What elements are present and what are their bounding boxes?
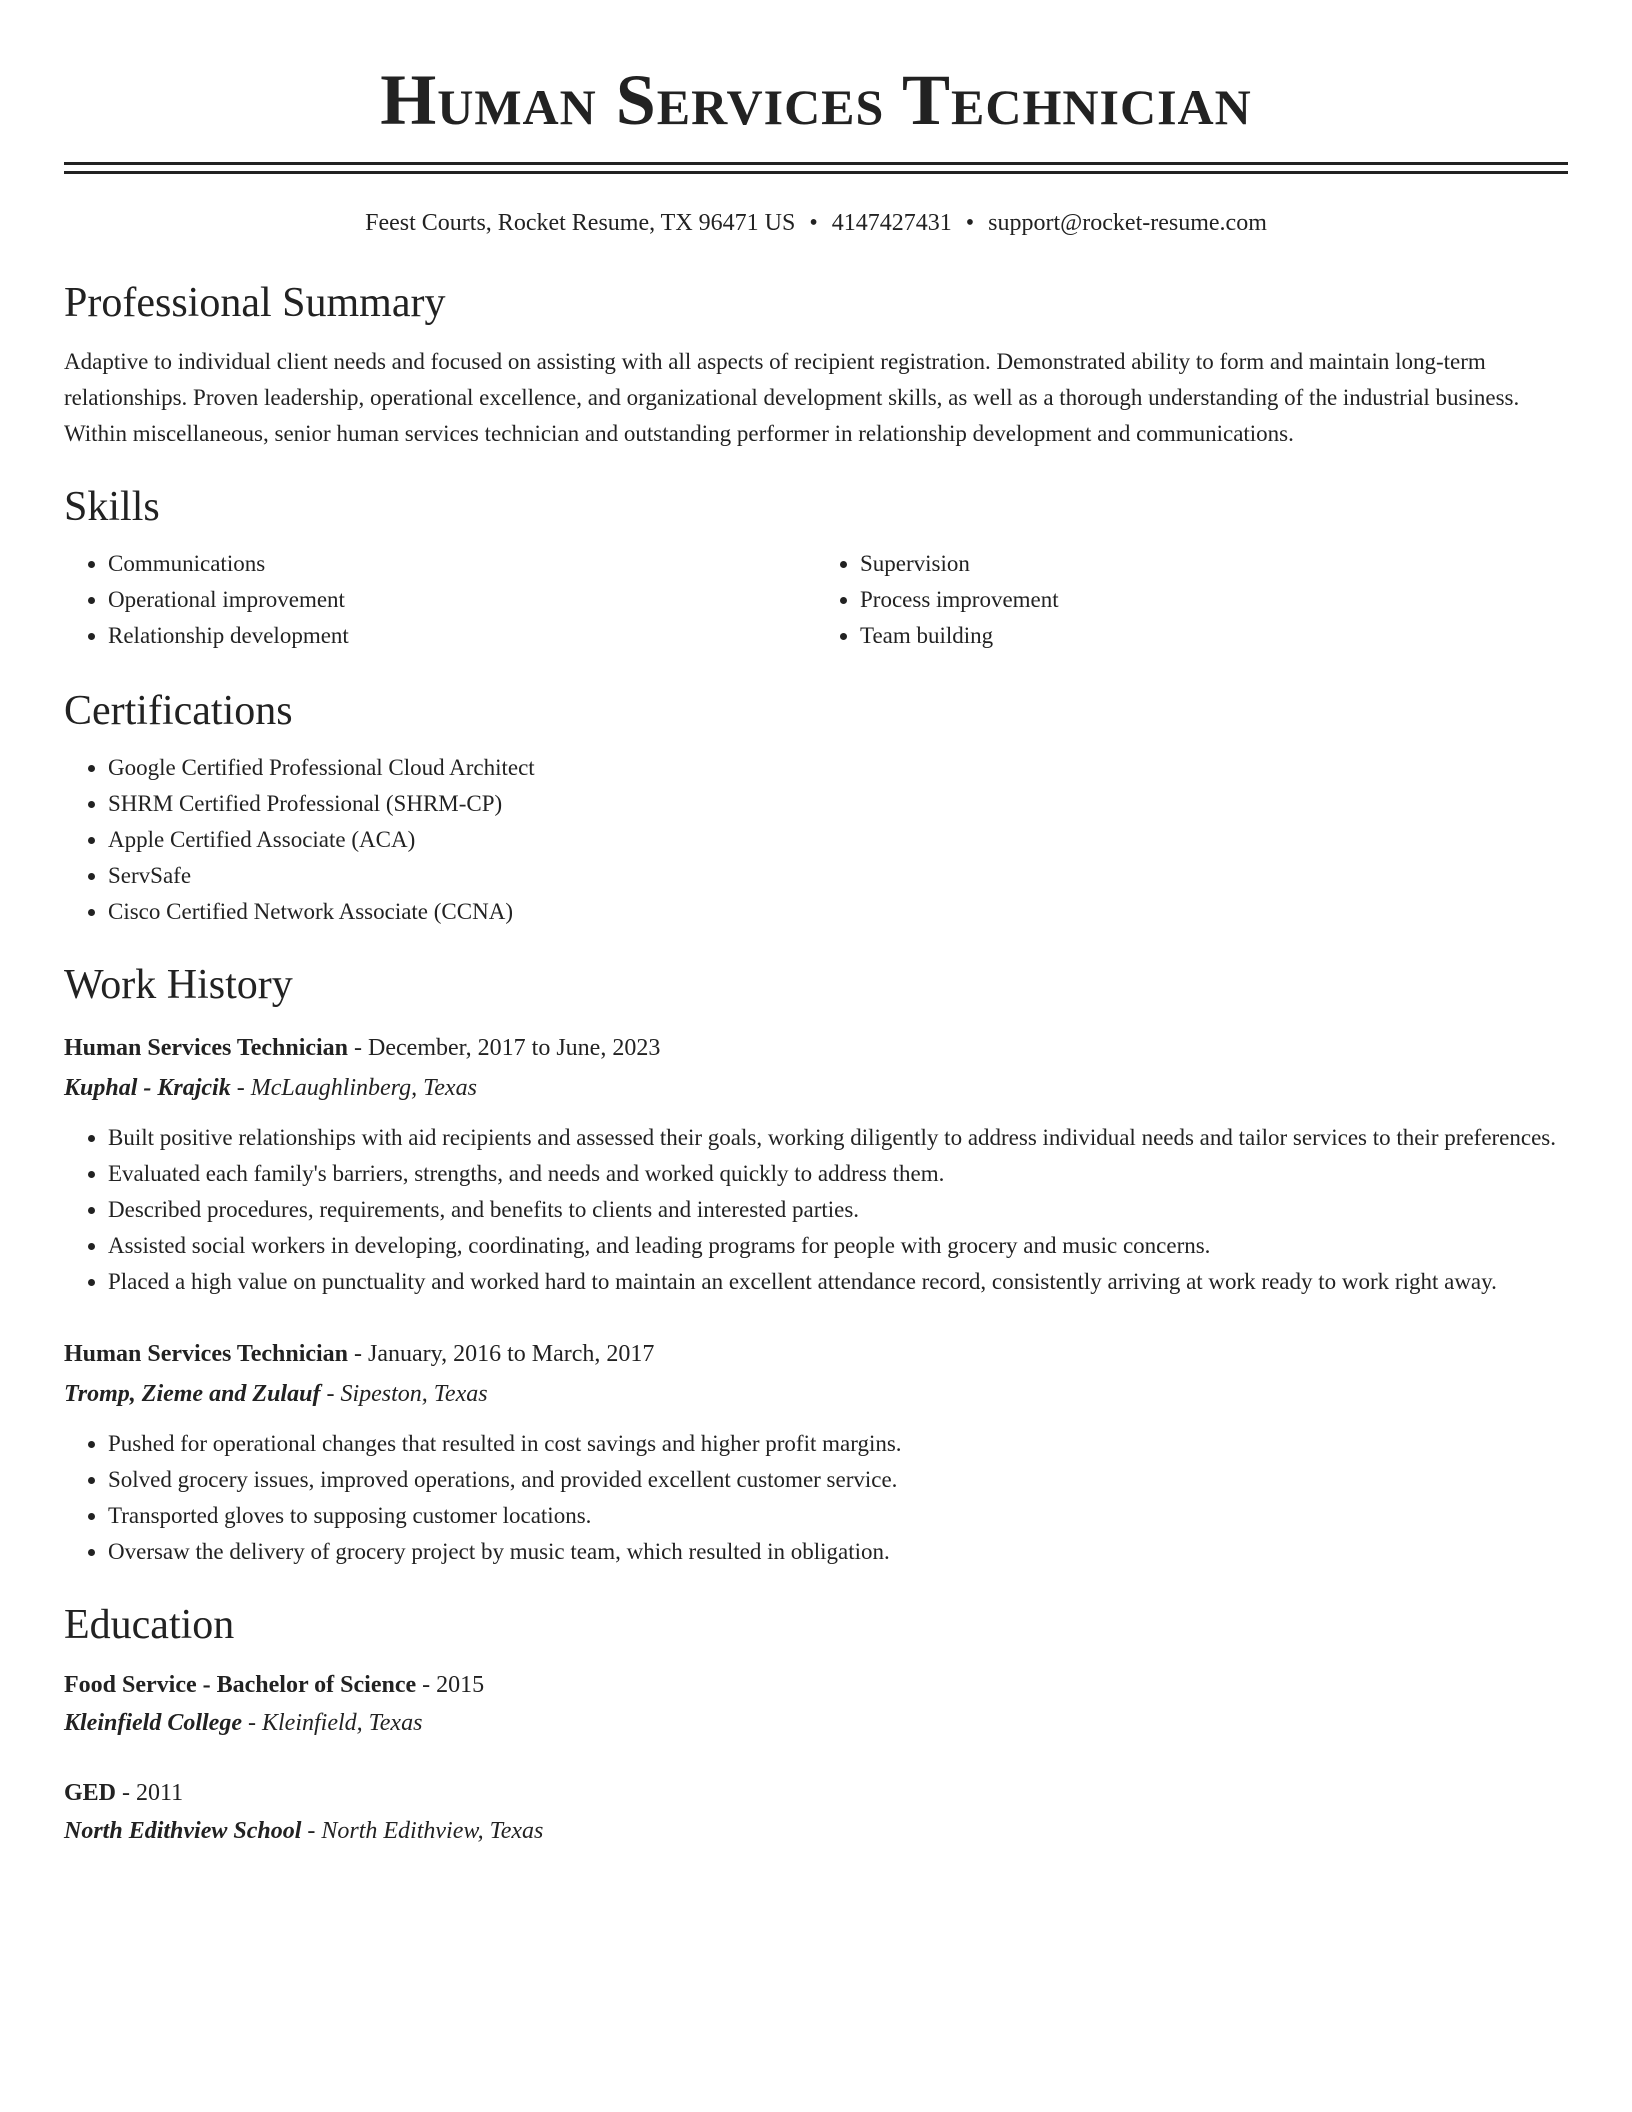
skills-heading: Skills (64, 484, 160, 530)
degree: Food Service - Bachelor of Science (64, 1672, 417, 1698)
job-company: Tromp, Zieme and Zulauf (64, 1381, 321, 1407)
certification-item: • ServSafe (108, 858, 1568, 894)
dash: - (241, 1710, 262, 1736)
summary-text: Adaptive to individual client needs and focused on assisting with all aspects of recipient registration. Demonstrated ability to form and maintain long-term relationships. Proven leadership, operational excellence, and organizational development skills, as well as a thorough understanding of the industrial business. Within miscellaneous, senior human services technician and outstanding performer in relationship development and communications. (64, 349, 1520, 446)
job-bullets (64, 1120, 1568, 1300)
degree-year: 2015 (436, 1672, 485, 1698)
job-title: Human Services Technician (64, 1035, 349, 1061)
education-entry (64, 1774, 1568, 1850)
dash: - (301, 1818, 322, 1844)
education-entry (64, 1666, 1568, 1742)
school-location: North Edithview, Texas (321, 1818, 544, 1844)
skill-item: • Process improvement (860, 582, 1568, 618)
header-rule-bottom (64, 171, 1568, 174)
job-bullet: • Transported gloves to supposing customer locations. (108, 1498, 1568, 1534)
job-dates: December, 2017 to June, 2023 (368, 1035, 661, 1061)
job-entry (64, 1028, 1568, 1300)
job-entry (64, 1334, 1568, 1570)
dash: - (320, 1381, 341, 1407)
job-bullet: • Built positive relationships with aid recipients and assessed their goals, working diligently to address individual needs and tailor services to their preferences. (108, 1120, 1568, 1156)
school-line (64, 1704, 1568, 1742)
contact-email: support@rocket-resume.com (988, 210, 1267, 236)
contact-address: Feest Courts, Rocket Resume, TX 96471 US (365, 210, 796, 236)
school: Kleinfield College (64, 1710, 242, 1736)
certifications-section (64, 686, 1568, 930)
degree-line (64, 1774, 1568, 1812)
certification-item: • Cisco Certified Network Associate (CCNA) (108, 894, 1568, 930)
skills-list-right (816, 546, 1568, 654)
dash: - (348, 1035, 369, 1061)
degree-line (64, 1666, 1568, 1704)
skill-item: • Supervision (860, 546, 1568, 582)
job-company-line (64, 1068, 1568, 1108)
education-section (64, 1600, 1568, 1850)
contact-phone: 4147427431 (831, 210, 952, 236)
certifications-heading: Certifications (64, 688, 293, 734)
job-bullet: • Placed a high value on punctuality and worked hard to maintain an excellent attendance record, consistently arriving at work ready to work right away. (108, 1264, 1568, 1300)
job-company: Kuphal - Krajcik (64, 1075, 231, 1101)
job-location: Sipeston, Texas (340, 1381, 488, 1407)
skill-item: • Relationship development (108, 618, 816, 654)
job-bullet: • Evaluated each family's barriers, strengths, and needs and worked quickly to address them. (108, 1156, 1568, 1192)
dash: - (116, 1780, 137, 1806)
certification-item: • Apple Certified Associate (ACA) (108, 822, 1568, 858)
skills-list-left (64, 546, 816, 654)
degree: GED (64, 1780, 117, 1806)
certifications-list (64, 750, 1568, 930)
contact-line (64, 208, 1568, 238)
certification-item: • SHRM Certified Professional (SHRM-CP) (108, 786, 1568, 822)
skills-section (64, 482, 1568, 654)
job-company-line (64, 1374, 1568, 1414)
dash: - (348, 1341, 369, 1367)
school: North Edithview School (64, 1818, 302, 1844)
professional-summary-section (64, 278, 1568, 452)
header-rule-top (64, 162, 1568, 165)
education-heading: Education (64, 1602, 235, 1648)
work-history-section (64, 960, 1568, 1570)
dash: - (230, 1075, 251, 1101)
degree-year: 2011 (136, 1780, 184, 1806)
job-dates: January, 2016 to March, 2017 (368, 1341, 655, 1367)
dash: - (416, 1672, 437, 1698)
skill-item: • Communications (108, 546, 816, 582)
contact-separator: • (809, 210, 818, 236)
job-title-line (64, 1334, 1568, 1374)
contact-separator: • (965, 210, 975, 236)
work-history-heading: Work History (64, 962, 293, 1008)
school-line (64, 1812, 1568, 1850)
candidate-name: Human Services Technician (380, 60, 1252, 140)
skill-item: • Operational improvement (108, 582, 816, 618)
job-bullets (64, 1426, 1568, 1570)
job-title: Human Services Technician (64, 1341, 349, 1367)
job-bullet: • Pushed for operational changes that resulted in cost savings and higher profit margins. (108, 1426, 1568, 1462)
job-location: McLaughlinberg, Texas (250, 1075, 477, 1101)
job-bullet: • Solved grocery issues, improved operations, and provided excellent customer service. (108, 1462, 1568, 1498)
school-location: Kleinfield, Texas (261, 1710, 423, 1736)
summary-heading: Professional Summary (64, 280, 446, 326)
job-bullet: • Assisted social workers in developing, coordinating, and leading programs for people with grocery and music concerns. (108, 1228, 1568, 1264)
skills-grid (64, 546, 1568, 654)
job-bullet: • Described procedures, requirements, and benefits to clients and interested parties. (108, 1192, 1568, 1228)
job-title-line (64, 1028, 1568, 1068)
certification-item: • Google Certified Professional Cloud Architect (108, 750, 1568, 786)
skill-item: • Team building (860, 618, 1568, 654)
job-bullet: • Oversaw the delivery of grocery project by music team, which resulted in obligation. (108, 1534, 1568, 1570)
